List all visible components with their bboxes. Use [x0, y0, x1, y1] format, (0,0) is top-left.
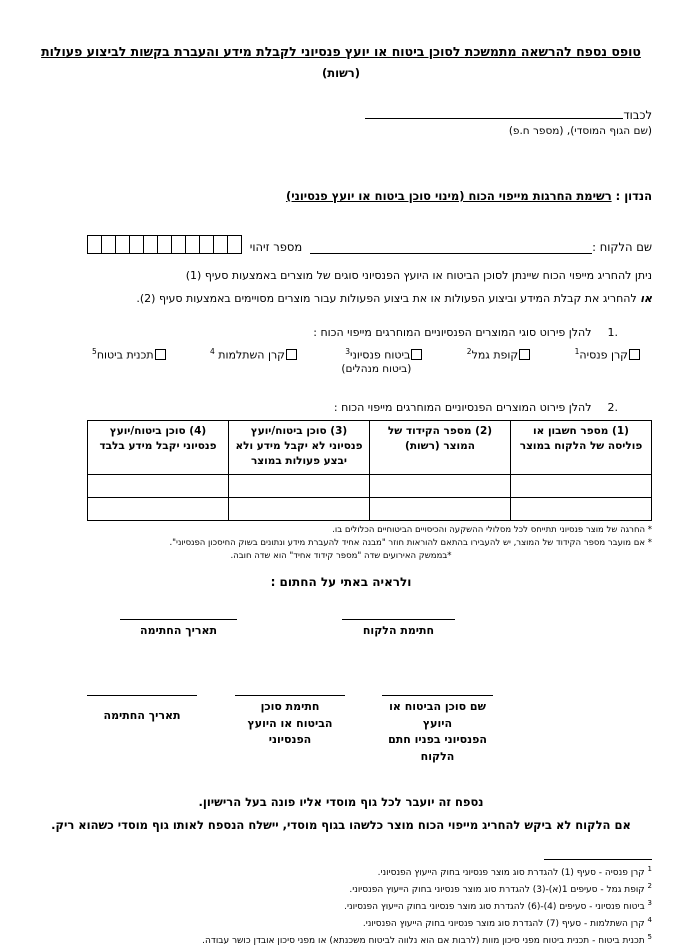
id-digit-box[interactable] [227, 235, 242, 254]
subject-line [30, 189, 652, 203]
checkbox-item-pension-insurance: ביטוח פנסיוני$^3$ (ביטוח מנהלים) [341, 347, 422, 375]
client-signature-block [342, 605, 455, 640]
table-cell[interactable] [370, 498, 511, 521]
checkbox-item-study-fund: קרן השתלמות $^4$ [210, 347, 297, 375]
intro-line-2: או להחריג את קבלת המידע וביצוע הפעולות או את ביצוע הפעולות עבור מוצרים מסויימים באמצעות סעיף (2). [136, 292, 652, 305]
agent-date-line[interactable] [87, 681, 197, 696]
table-cell[interactable] [370, 475, 511, 498]
id-digit-box[interactable] [185, 235, 200, 254]
client-name-field[interactable] [310, 241, 592, 254]
section-2-heading: .2 להלן פירוט המוצרים הפנסיוניים המוחרגים מייפוי הכוח : [333, 400, 618, 414]
subject-prefix: הנדון : [611, 189, 652, 203]
agent-signature-line[interactable] [235, 681, 345, 696]
client-signature-label: חתימת הלקוח [362, 623, 435, 637]
table-note-2: * אם מועבר מספר הקידוד של המוצר, יש להעבירו בהתאם להוראות חוזר "מבנה אחיד להעברת מידע ונתונים בשוק החיסכון הפנסיוני". [169, 538, 652, 549]
footnote-3: $^3$ ביטוח פנסיוני - סעיפים (4)-(6) להגדרת סוג מוצר פנסיוני בחוק הייעוץ הפנסיוני. [344, 898, 652, 912]
agent-name-line[interactable] [382, 681, 493, 696]
signature-row-2 [30, 681, 652, 765]
table-notes [30, 524, 652, 562]
id-number-boxes [88, 235, 242, 254]
id-digit-box[interactable] [87, 235, 102, 254]
signature-date-label: תאריך החתימה [140, 623, 217, 637]
col-no-info-no-actions: (3) סוכן ביטוח/יועץ פנסיוני לא יקבל מידע ולא יבצע פעולות במוצר [229, 420, 370, 475]
client-name-label: שם הלקוח : [592, 240, 652, 254]
col-info-only: (4) סוכן ביטוח/יועץ פנסיוני יקבל מידע בלבד [88, 420, 229, 475]
checkbox-item-pension-fund: קרן פנסיה$^1$ [575, 347, 640, 375]
closing-statements [30, 791, 652, 837]
id-digit-box[interactable] [143, 235, 158, 254]
table-cell[interactable] [511, 475, 652, 498]
id-digit-box[interactable] [157, 235, 172, 254]
table-note-1: * החרגה של מוצר פנסיוני תתייחס לכל מסלולי ההשקעה והכיסויים הביטוחיים הכלולים בו. [332, 525, 652, 536]
pension-insurance-checkbox[interactable] [411, 349, 422, 360]
table-row [88, 475, 652, 498]
intro-paragraph [30, 264, 652, 310]
intro-line-1: ניתן להחריג מייפוי הכוח שיינתן לסוכן הביטוח או היועץ הפנסיוני סוגים של מוצרים באמצעות סעיף (1) [185, 269, 652, 282]
table-cell[interactable] [229, 475, 370, 498]
id-number-label: מספר זיהוי [249, 240, 303, 254]
table-cell[interactable] [229, 498, 370, 521]
section-1-heading: .1 להלן פירוט סוגי המוצרים הפנסיוניים המוחרגים מייפוי הכוח : [313, 326, 618, 339]
col-product-code: (2) מספר הקידוד של המוצר (רשות) [370, 420, 511, 475]
id-digit-box[interactable] [101, 235, 116, 254]
subject-text: רשימת החרגות מייפוי הכוח (מינוי סוכן ביטוח או יועץ פנסיוני) [285, 189, 612, 203]
id-digit-box[interactable] [171, 235, 186, 254]
form-subtitle: (רשות) [322, 66, 360, 80]
checkbox-item-provident-fund: קופת גמל$^2$ [467, 347, 530, 375]
study-fund-checkbox[interactable] [286, 349, 297, 360]
agent-name-block [382, 681, 493, 765]
agent-name-label: שם סוכן הביטוח או היועץ הפנסיוני בפניו חתם הלקוח [388, 700, 487, 763]
signature-date-block [120, 605, 237, 640]
to-label: לכבוד [623, 108, 652, 122]
recipient-block [30, 106, 652, 137]
signature-row-1 [30, 605, 652, 640]
footnote-4: $^4$ קרן השתלמות - סעיף (7) להגדרת סוג מוצר פנסיוני בחוק הייעוץ הפנסיוני. [362, 915, 652, 929]
id-digit-box[interactable] [213, 235, 228, 254]
institution-sub-label: (שם הגוף המוסדי), (מספר ח.פ) [508, 125, 652, 137]
client-signature-line[interactable] [342, 605, 455, 620]
agent-signature-label: חתימת סוכן הביטוח או היועץ הפנסיוני [247, 700, 333, 747]
closing-line-1: נספח זה יועבר לכל גוף מוסדי אליו פונה בעל הרישיון. [198, 795, 484, 810]
agent-signature-block [235, 681, 345, 765]
signature-date-line[interactable] [120, 605, 237, 620]
form-title: טופס נספח להרשאה מתמשכת לסוכן ביטוח או יועץ פנסיוני לקבלת מידע והעברת בקשות לביצוע פעולות [41, 44, 641, 59]
product-checkbox-row [92, 347, 640, 375]
excluded-products-table [87, 420, 652, 522]
footnote-separator [544, 859, 652, 860]
provident-fund-checkbox[interactable] [519, 349, 530, 360]
table-header-row [88, 420, 652, 475]
institution-name-field[interactable] [365, 106, 623, 119]
table-cell[interactable] [88, 498, 229, 521]
agent-date-block [87, 681, 197, 765]
table-cell[interactable] [88, 475, 229, 498]
insurance-plan-checkbox[interactable] [155, 349, 166, 360]
witness-statement: ולראיה באתי על החתום : [270, 574, 412, 589]
agent-date-label: תאריך החתימה [103, 709, 181, 723]
closing-line-2: אם הלקוח לא ביקש להחריג מייפוי הכוח מוצר כלשהו בגוף מוסדי, יישלח הנספח לאותו גוף מוסדי כשהוא ריק. [51, 818, 631, 833]
col-account-number: (1) מספר חשבון או פוליסה של הלקוח במוצר [511, 420, 652, 475]
pension-fund-checkbox[interactable] [629, 349, 640, 360]
id-digit-box[interactable] [115, 235, 130, 254]
footnote-2: $^2$ קופת גמל - סעיפים 1(א)-(3) להגדרת סוג מוצר פנסיוני בחוק הייעוץ הפנסיוני. [349, 882, 652, 895]
footnote-5: $^5$ תכנית ביטוח - תכנית ביטוח מפני סיכון מוות (לרבות אם הוא נלווה לביטוח משכנתא) או מפני סיכון אובדן כושר עבודה. [202, 932, 652, 946]
pension-insurance-note: (ביטוח מנהלים) [341, 362, 412, 375]
client-row [30, 235, 652, 254]
footnotes [30, 864, 652, 949]
table-row [88, 498, 652, 521]
checkbox-item-insurance-plan: תכנית ביטוח$^5$ [92, 347, 166, 375]
id-digit-box[interactable] [199, 235, 214, 254]
footnote-1: $^1$ קרן פנסיה - סעיף (1) להגדרת סוג מוצר פנסיוני בחוק הייעוץ הפנסיוני. [377, 865, 652, 879]
table-note-3: *בממשק האירועים שדה "מספר קידוד אחיד" הוא שדה חובה. [230, 550, 452, 561]
id-digit-box[interactable] [129, 235, 144, 254]
table-cell[interactable] [511, 498, 652, 521]
